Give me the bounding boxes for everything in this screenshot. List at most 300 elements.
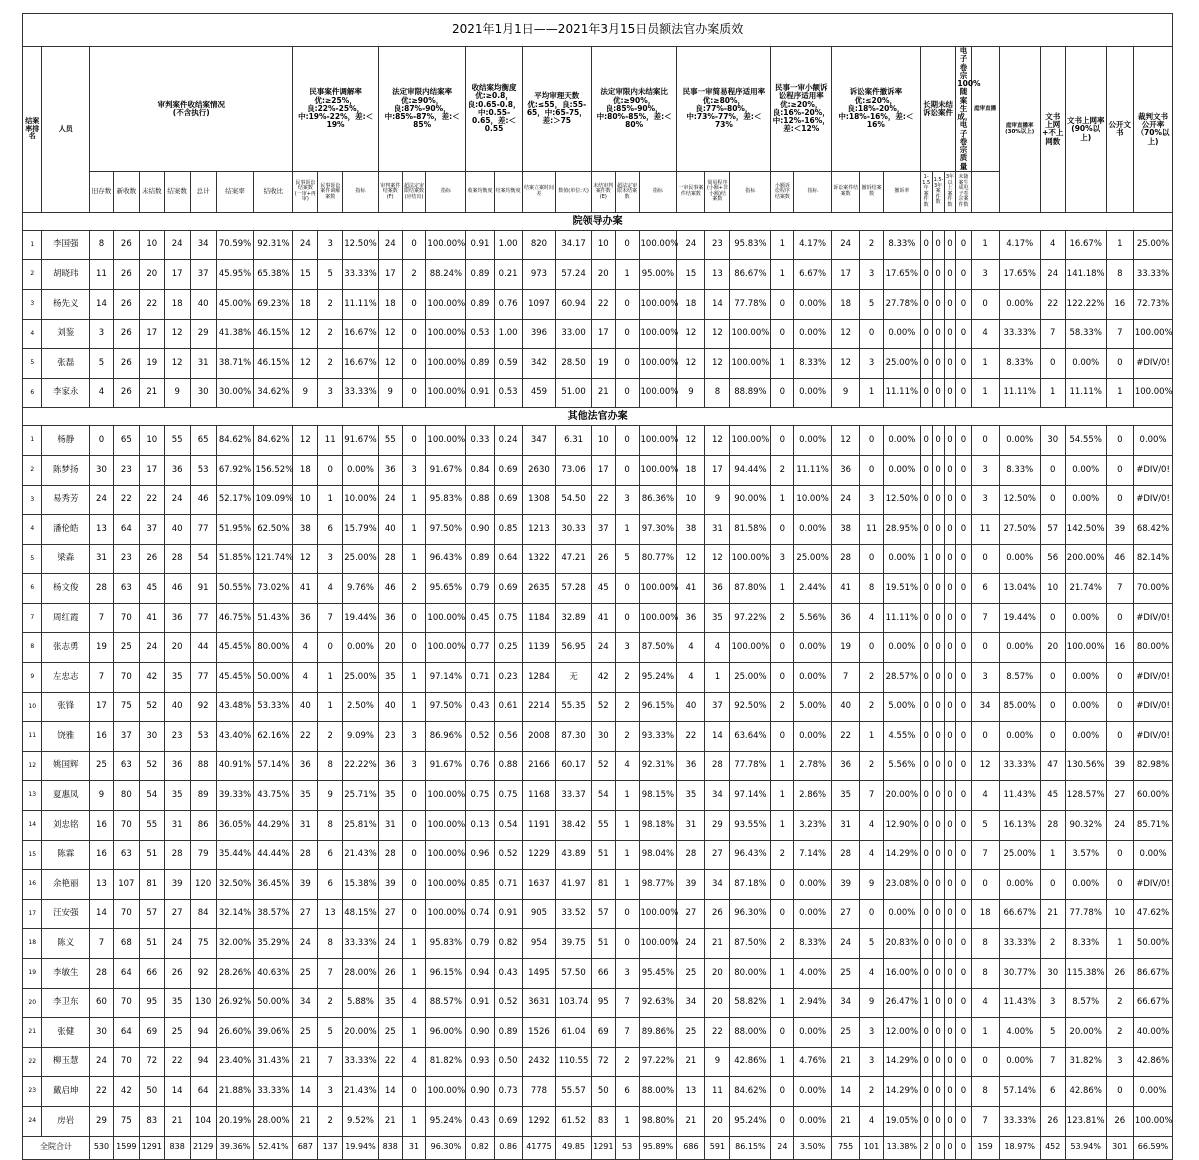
value-cell: 0 bbox=[944, 378, 956, 408]
name-cell: 饶雅 bbox=[42, 722, 90, 752]
value-cell: 54 bbox=[591, 781, 615, 811]
value-cell: 0 bbox=[956, 811, 971, 841]
value-cell: 3631 bbox=[522, 988, 556, 1018]
value-cell: 21 bbox=[293, 1106, 318, 1136]
value-cell: 3 bbox=[615, 633, 639, 663]
value-cell: 1 bbox=[318, 663, 343, 693]
value-cell: 21 bbox=[293, 1047, 318, 1077]
value-cell: 0 bbox=[932, 426, 944, 456]
value-cell: 36 bbox=[832, 455, 860, 485]
value-cell: 34.17 bbox=[556, 230, 592, 260]
value-cell: 33.33% bbox=[999, 1106, 1040, 1136]
value-cell: 4.76% bbox=[794, 1047, 832, 1077]
value-cell: 22 bbox=[113, 485, 139, 515]
value-cell: 0 bbox=[1040, 349, 1065, 379]
value-cell: 0 bbox=[402, 603, 426, 633]
value-cell: 18 bbox=[832, 289, 860, 319]
value-cell: 3 bbox=[1106, 1047, 1133, 1077]
sub-header: 3年以上案件数 bbox=[944, 171, 956, 212]
value-cell: 2 bbox=[860, 692, 884, 722]
value-cell: 32.00% bbox=[216, 929, 254, 959]
value-cell: 0 bbox=[944, 1106, 956, 1136]
value-cell: 10 bbox=[677, 485, 705, 515]
value-cell: 98.15% bbox=[639, 781, 677, 811]
sub-header: 民事诉讼案件调解案数 bbox=[318, 171, 343, 212]
value-cell: 41 bbox=[591, 603, 615, 633]
value-cell: 16.13% bbox=[999, 811, 1040, 841]
value-cell: 20.83% bbox=[883, 929, 920, 959]
value-cell: 0.00% bbox=[999, 426, 1040, 456]
value-cell: 88.00% bbox=[639, 1077, 677, 1107]
value-cell: 92.63% bbox=[639, 988, 677, 1018]
value-cell: 1637 bbox=[522, 870, 556, 900]
value-cell: 0 bbox=[1106, 692, 1133, 722]
value-cell: 12 bbox=[164, 319, 190, 349]
value-cell: 22 bbox=[378, 1047, 402, 1077]
value-cell: 0 bbox=[956, 544, 971, 574]
value-cell: 3.23% bbox=[794, 811, 832, 841]
value-cell: 0.53 bbox=[494, 378, 522, 408]
value-cell: 17 bbox=[591, 319, 615, 349]
value-cell: 0 bbox=[932, 692, 944, 722]
value-cell: 0 bbox=[932, 455, 944, 485]
value-cell: 92.31% bbox=[639, 751, 677, 781]
value-cell: 28 bbox=[293, 840, 318, 870]
value-cell: 0 bbox=[956, 260, 971, 290]
value-cell: 1 bbox=[615, 1106, 639, 1136]
value-cell: 122.22% bbox=[1065, 289, 1106, 319]
value-cell: 16 bbox=[90, 840, 114, 870]
value-cell: 100.00% bbox=[426, 811, 466, 841]
value-cell: 56 bbox=[1040, 544, 1065, 574]
value-cell: 45.45% bbox=[216, 663, 254, 693]
value-cell: 0 bbox=[944, 840, 956, 870]
rank-cell: 21 bbox=[23, 1018, 42, 1048]
value-cell: 40.63% bbox=[254, 959, 293, 989]
value-cell: 0.85 bbox=[466, 870, 494, 900]
value-cell: 2 bbox=[402, 260, 426, 290]
value-cell: 40.00% bbox=[1133, 1018, 1172, 1048]
value-cell: 12.00% bbox=[883, 1018, 920, 1048]
total-cell: 49.85 bbox=[556, 1136, 592, 1159]
value-cell: 11.11% bbox=[883, 378, 920, 408]
value-cell: 33.52 bbox=[556, 899, 592, 929]
table-row bbox=[23, 781, 1173, 811]
value-cell: 20 bbox=[139, 260, 164, 290]
value-cell: 16 bbox=[90, 722, 114, 752]
value-cell: 50 bbox=[139, 1077, 164, 1107]
value-cell: 95.83% bbox=[426, 485, 466, 515]
value-cell: 51 bbox=[591, 840, 615, 870]
value-cell: 100.00% bbox=[639, 899, 677, 929]
section-leaders-row bbox=[23, 212, 1173, 230]
value-cell: 57.24 bbox=[556, 260, 592, 290]
sub-header: 审判案件结案数(F) bbox=[378, 171, 402, 212]
value-cell: 40 bbox=[293, 692, 318, 722]
value-cell: 15 bbox=[293, 260, 318, 290]
value-cell: 0.00% bbox=[1133, 1077, 1172, 1107]
value-cell: 88.24% bbox=[426, 260, 466, 290]
value-cell: 0.93 bbox=[466, 1047, 494, 1077]
value-cell: 0.00% bbox=[1133, 840, 1172, 870]
value-cell: 0 bbox=[771, 1077, 794, 1107]
value-cell: 0.00% bbox=[999, 544, 1040, 574]
group-header: 电子卷宗100%随案生成，电子卷宗质量 bbox=[957, 46, 981, 171]
value-cell: 28 bbox=[832, 544, 860, 574]
value-cell: 21 bbox=[1040, 899, 1065, 929]
value-cell: 15.38% bbox=[343, 870, 379, 900]
sub-header: 指标 bbox=[343, 171, 379, 212]
value-cell: 56.95 bbox=[556, 633, 592, 663]
value-cell: 905 bbox=[522, 899, 556, 929]
value-cell: 2008 bbox=[522, 722, 556, 752]
rank-cell: 9 bbox=[23, 663, 42, 693]
value-cell: 72 bbox=[139, 1047, 164, 1077]
value-cell: 0 bbox=[920, 289, 932, 319]
value-cell: 96.15% bbox=[426, 959, 466, 989]
value-cell: 91.67% bbox=[426, 455, 466, 485]
value-cell: 36 bbox=[378, 455, 402, 485]
value-cell: 97.22% bbox=[639, 1047, 677, 1077]
value-cell: 0.00% bbox=[999, 633, 1040, 663]
value-cell: 3 bbox=[860, 485, 884, 515]
value-cell: 46 bbox=[1106, 544, 1133, 574]
value-cell: 12 bbox=[677, 319, 705, 349]
value-cell: 84 bbox=[190, 899, 216, 929]
value-cell: 5 bbox=[971, 811, 999, 841]
value-cell: 28 bbox=[164, 544, 190, 574]
value-cell: 0 bbox=[956, 1106, 971, 1136]
value-cell: 0 bbox=[1106, 722, 1133, 752]
value-cell: 0 bbox=[956, 692, 971, 722]
value-cell: 0.91 bbox=[466, 378, 494, 408]
value-cell: 0.76 bbox=[466, 751, 494, 781]
value-cell: 24 bbox=[293, 929, 318, 959]
value-cell: 0 bbox=[920, 1077, 932, 1107]
name-cell: 易秀芳 bbox=[42, 485, 90, 515]
value-cell: 2.44% bbox=[794, 574, 832, 604]
value-cell: 26 bbox=[1106, 1106, 1133, 1136]
value-cell: 0 bbox=[860, 319, 884, 349]
value-cell: 0 bbox=[860, 633, 884, 663]
value-cell: 1139 bbox=[522, 633, 556, 663]
value-cell: 62.16% bbox=[254, 722, 293, 752]
table-row bbox=[23, 544, 1173, 574]
value-cell: 60.00% bbox=[1133, 781, 1172, 811]
value-cell: 14.29% bbox=[883, 1047, 920, 1077]
value-cell: 26 bbox=[705, 899, 730, 929]
value-cell: 12 bbox=[705, 544, 730, 574]
value-cell: 40 bbox=[164, 515, 190, 545]
value-cell: 32.50% bbox=[216, 870, 254, 900]
value-cell: 54.55% bbox=[1065, 426, 1106, 456]
value-cell: 86.67% bbox=[730, 260, 771, 290]
value-cell: 0.00% bbox=[794, 1106, 832, 1136]
rank-cell: 23 bbox=[23, 1077, 42, 1107]
value-cell: 0.00% bbox=[883, 544, 920, 574]
value-cell: 0 bbox=[944, 870, 956, 900]
value-cell: #DIV/0! bbox=[1133, 663, 1172, 693]
value-cell: 17 bbox=[591, 455, 615, 485]
value-cell: 21 bbox=[164, 1106, 190, 1136]
value-cell: 25 bbox=[677, 959, 705, 989]
value-cell: 1 bbox=[318, 692, 343, 722]
value-cell: 0 bbox=[971, 870, 999, 900]
value-cell: 19.44% bbox=[999, 603, 1040, 633]
value-cell: 0 bbox=[956, 840, 971, 870]
value-cell: 29 bbox=[90, 1106, 114, 1136]
total-cell: 0 bbox=[932, 1136, 944, 1159]
value-cell: 38 bbox=[677, 515, 705, 545]
value-cell: 37 bbox=[139, 515, 164, 545]
name-cell: 杨文俊 bbox=[42, 574, 90, 604]
value-cell: 17 bbox=[705, 455, 730, 485]
value-cell: 130.56% bbox=[1065, 751, 1106, 781]
total-cell: 838 bbox=[378, 1136, 402, 1159]
value-cell: 1 bbox=[402, 1106, 426, 1136]
table-row bbox=[23, 840, 1173, 870]
value-cell: 5 bbox=[860, 929, 884, 959]
value-cell: 0 bbox=[920, 870, 932, 900]
table-row bbox=[23, 515, 1173, 545]
value-cell: 100.00% bbox=[426, 899, 466, 929]
value-cell: 96.43% bbox=[426, 544, 466, 574]
value-cell: 10.00% bbox=[343, 485, 379, 515]
value-cell: 15.79% bbox=[343, 515, 379, 545]
value-cell: 0.52 bbox=[494, 840, 522, 870]
value-cell: 0 bbox=[932, 899, 944, 929]
value-cell: 1 bbox=[771, 751, 794, 781]
value-cell: 100.00% bbox=[639, 603, 677, 633]
value-cell: 19 bbox=[832, 633, 860, 663]
value-cell: 51.43% bbox=[254, 603, 293, 633]
value-cell: 24 bbox=[378, 230, 402, 260]
value-cell: 2.86% bbox=[794, 781, 832, 811]
value-cell: 0.52 bbox=[466, 722, 494, 752]
value-cell: 65 bbox=[190, 426, 216, 456]
value-cell: 1 bbox=[1106, 230, 1133, 260]
group-header: 收结案均衡度 优:≥0.8，良:0.65-0.8，中:0.55-0.65，差:＜0.55 bbox=[466, 47, 522, 172]
value-cell: 52 bbox=[139, 751, 164, 781]
value-cell: 0 bbox=[944, 485, 956, 515]
value-cell: 0.69 bbox=[494, 455, 522, 485]
value-cell: 36.45% bbox=[254, 870, 293, 900]
value-cell: 9 bbox=[705, 485, 730, 515]
value-cell: 1 bbox=[402, 1018, 426, 1048]
value-cell: 0.00% bbox=[794, 378, 832, 408]
value-cell: 36 bbox=[832, 603, 860, 633]
value-cell: 1284 bbox=[522, 663, 556, 693]
value-cell: 0 bbox=[956, 1077, 971, 1107]
value-cell: 1495 bbox=[522, 959, 556, 989]
value-cell: 20 bbox=[164, 633, 190, 663]
value-cell: 14 bbox=[378, 1077, 402, 1107]
value-cell: 0.00% bbox=[1065, 603, 1106, 633]
value-cell: 1 bbox=[615, 870, 639, 900]
value-cell: 1168 bbox=[522, 781, 556, 811]
value-cell: 38.57% bbox=[254, 899, 293, 929]
value-cell: 9 bbox=[832, 378, 860, 408]
value-cell: 1 bbox=[771, 349, 794, 379]
value-cell: 0 bbox=[920, 426, 932, 456]
value-cell: 57 bbox=[139, 899, 164, 929]
name-cell: 张志勇 bbox=[42, 633, 90, 663]
value-cell: 12 bbox=[378, 319, 402, 349]
name-cell: 陈梦扬 bbox=[42, 455, 90, 485]
value-cell: 97.14% bbox=[730, 781, 771, 811]
value-cell: 0 bbox=[1040, 722, 1065, 752]
value-cell: 12.50% bbox=[999, 485, 1040, 515]
value-cell: 55.35 bbox=[556, 692, 592, 722]
value-cell: 33.00 bbox=[556, 319, 592, 349]
value-cell: 4 bbox=[705, 633, 730, 663]
total-cell: 301 bbox=[1106, 1136, 1133, 1159]
value-cell: 0 bbox=[932, 485, 944, 515]
value-cell: 0 bbox=[402, 811, 426, 841]
value-cell: 100.00% bbox=[1133, 378, 1172, 408]
value-cell: 0 bbox=[920, 1047, 932, 1077]
value-cell: 0 bbox=[1106, 870, 1133, 900]
section-others-row bbox=[23, 408, 1173, 426]
value-cell: 30 bbox=[591, 722, 615, 752]
table-row bbox=[23, 1077, 1173, 1107]
value-cell: 0.00% bbox=[1065, 692, 1106, 722]
value-cell: 0.45 bbox=[466, 603, 494, 633]
value-cell: 4 bbox=[860, 959, 884, 989]
value-cell: 26 bbox=[1106, 959, 1133, 989]
value-cell: 0.00% bbox=[343, 455, 379, 485]
value-cell: 22 bbox=[677, 722, 705, 752]
value-cell: 67.92% bbox=[216, 455, 254, 485]
value-cell: 20 bbox=[705, 988, 730, 1018]
value-cell: 12 bbox=[971, 751, 999, 781]
value-cell: 3 bbox=[318, 544, 343, 574]
value-cell: 0 bbox=[932, 870, 944, 900]
table-row bbox=[23, 633, 1173, 663]
value-cell: 25.81% bbox=[343, 811, 379, 841]
value-cell: 2635 bbox=[522, 574, 556, 604]
value-cell: 26 bbox=[1040, 1106, 1065, 1136]
value-cell: 0.91 bbox=[494, 899, 522, 929]
value-cell: 41 bbox=[832, 574, 860, 604]
value-cell: 无 bbox=[556, 663, 592, 693]
value-cell: 55 bbox=[164, 426, 190, 456]
value-cell: 0.00% bbox=[883, 426, 920, 456]
value-cell: 21.43% bbox=[343, 1077, 379, 1107]
value-cell: 80.00% bbox=[254, 633, 293, 663]
value-cell: 24 bbox=[832, 230, 860, 260]
value-cell: 14.29% bbox=[883, 840, 920, 870]
value-cell: 2 bbox=[615, 663, 639, 693]
value-cell: 0 bbox=[956, 663, 971, 693]
name-cell: 姚国辉 bbox=[42, 751, 90, 781]
value-cell: 5.00% bbox=[883, 692, 920, 722]
value-cell: 12 bbox=[705, 426, 730, 456]
value-cell: 0.00% bbox=[794, 870, 832, 900]
name-cell: 张锋 bbox=[42, 692, 90, 722]
value-cell: 0 bbox=[771, 289, 794, 319]
group-header: 裁判文书公开率（70%以上) bbox=[1133, 47, 1172, 213]
total-cell: 2129 bbox=[190, 1136, 216, 1159]
value-cell: 100.00% bbox=[426, 781, 466, 811]
value-cell: 18 bbox=[293, 289, 318, 319]
value-cell: 41.38% bbox=[216, 319, 254, 349]
value-cell: 7 bbox=[318, 603, 343, 633]
value-cell: 31 bbox=[677, 811, 705, 841]
value-cell: 0.82 bbox=[494, 929, 522, 959]
value-cell: 2 bbox=[860, 751, 884, 781]
value-cell: 121.74% bbox=[254, 544, 293, 574]
value-cell: 2 bbox=[771, 455, 794, 485]
value-cell: 1.00 bbox=[494, 319, 522, 349]
value-cell: 73.02% bbox=[254, 574, 293, 604]
value-cell: 66.67% bbox=[999, 899, 1040, 929]
table-row bbox=[23, 574, 1173, 604]
rank-cell: 1 bbox=[23, 426, 42, 456]
value-cell: 23 bbox=[113, 455, 139, 485]
value-cell: 14 bbox=[293, 1077, 318, 1107]
name-cell: 梁森 bbox=[42, 544, 90, 574]
value-cell: 0 bbox=[920, 692, 932, 722]
table-row bbox=[23, 349, 1173, 379]
value-cell: 0 bbox=[932, 1047, 944, 1077]
value-cell: 8.57% bbox=[1065, 988, 1106, 1018]
total-cell: 95.89% bbox=[639, 1136, 677, 1159]
value-cell: 0 bbox=[1040, 603, 1065, 633]
value-cell: 26.92% bbox=[216, 988, 254, 1018]
table-row bbox=[23, 988, 1173, 1018]
section-others-label: 其他法官办案 bbox=[23, 408, 1173, 426]
value-cell: 4 bbox=[90, 378, 114, 408]
value-cell: 0.89 bbox=[466, 289, 494, 319]
rank-cell: 11 bbox=[23, 722, 42, 752]
name-cell: 周红霞 bbox=[42, 603, 90, 633]
total-cell: 53.94% bbox=[1065, 1136, 1106, 1159]
value-cell: 28 bbox=[677, 840, 705, 870]
value-cell: 11.11% bbox=[794, 455, 832, 485]
value-cell: 81 bbox=[139, 870, 164, 900]
value-cell: 41 bbox=[139, 603, 164, 633]
value-cell: 1 bbox=[402, 663, 426, 693]
value-cell: 58.82% bbox=[730, 988, 771, 1018]
value-cell: 64 bbox=[113, 959, 139, 989]
value-cell: 86.67% bbox=[1133, 959, 1172, 989]
value-cell: 80.77% bbox=[639, 544, 677, 574]
value-cell: 25 bbox=[293, 1018, 318, 1048]
value-cell: 36 bbox=[164, 751, 190, 781]
sub-header: 未结审判案件数(E) bbox=[591, 171, 615, 212]
value-cell: 96.43% bbox=[730, 840, 771, 870]
value-cell: 50 bbox=[591, 1077, 615, 1107]
value-cell: 100.00% bbox=[426, 426, 466, 456]
value-cell: 0 bbox=[771, 319, 794, 349]
value-cell: 100.00% bbox=[639, 426, 677, 456]
value-cell: 45.95% bbox=[216, 260, 254, 290]
value-cell: 86.36% bbox=[639, 485, 677, 515]
value-cell: 11 bbox=[971, 515, 999, 545]
value-cell: 3 bbox=[860, 260, 884, 290]
table-row bbox=[23, 811, 1173, 841]
value-cell: 24 bbox=[378, 485, 402, 515]
value-cell: 11.43% bbox=[999, 781, 1040, 811]
value-cell: 9 bbox=[318, 781, 343, 811]
value-cell: 0 bbox=[1106, 426, 1133, 456]
value-cell: 100.00% bbox=[730, 633, 771, 663]
value-cell: 95.24% bbox=[730, 1106, 771, 1136]
rank-cell: 3 bbox=[23, 289, 42, 319]
value-cell: 0.88 bbox=[494, 751, 522, 781]
value-cell: 26.47% bbox=[883, 988, 920, 1018]
